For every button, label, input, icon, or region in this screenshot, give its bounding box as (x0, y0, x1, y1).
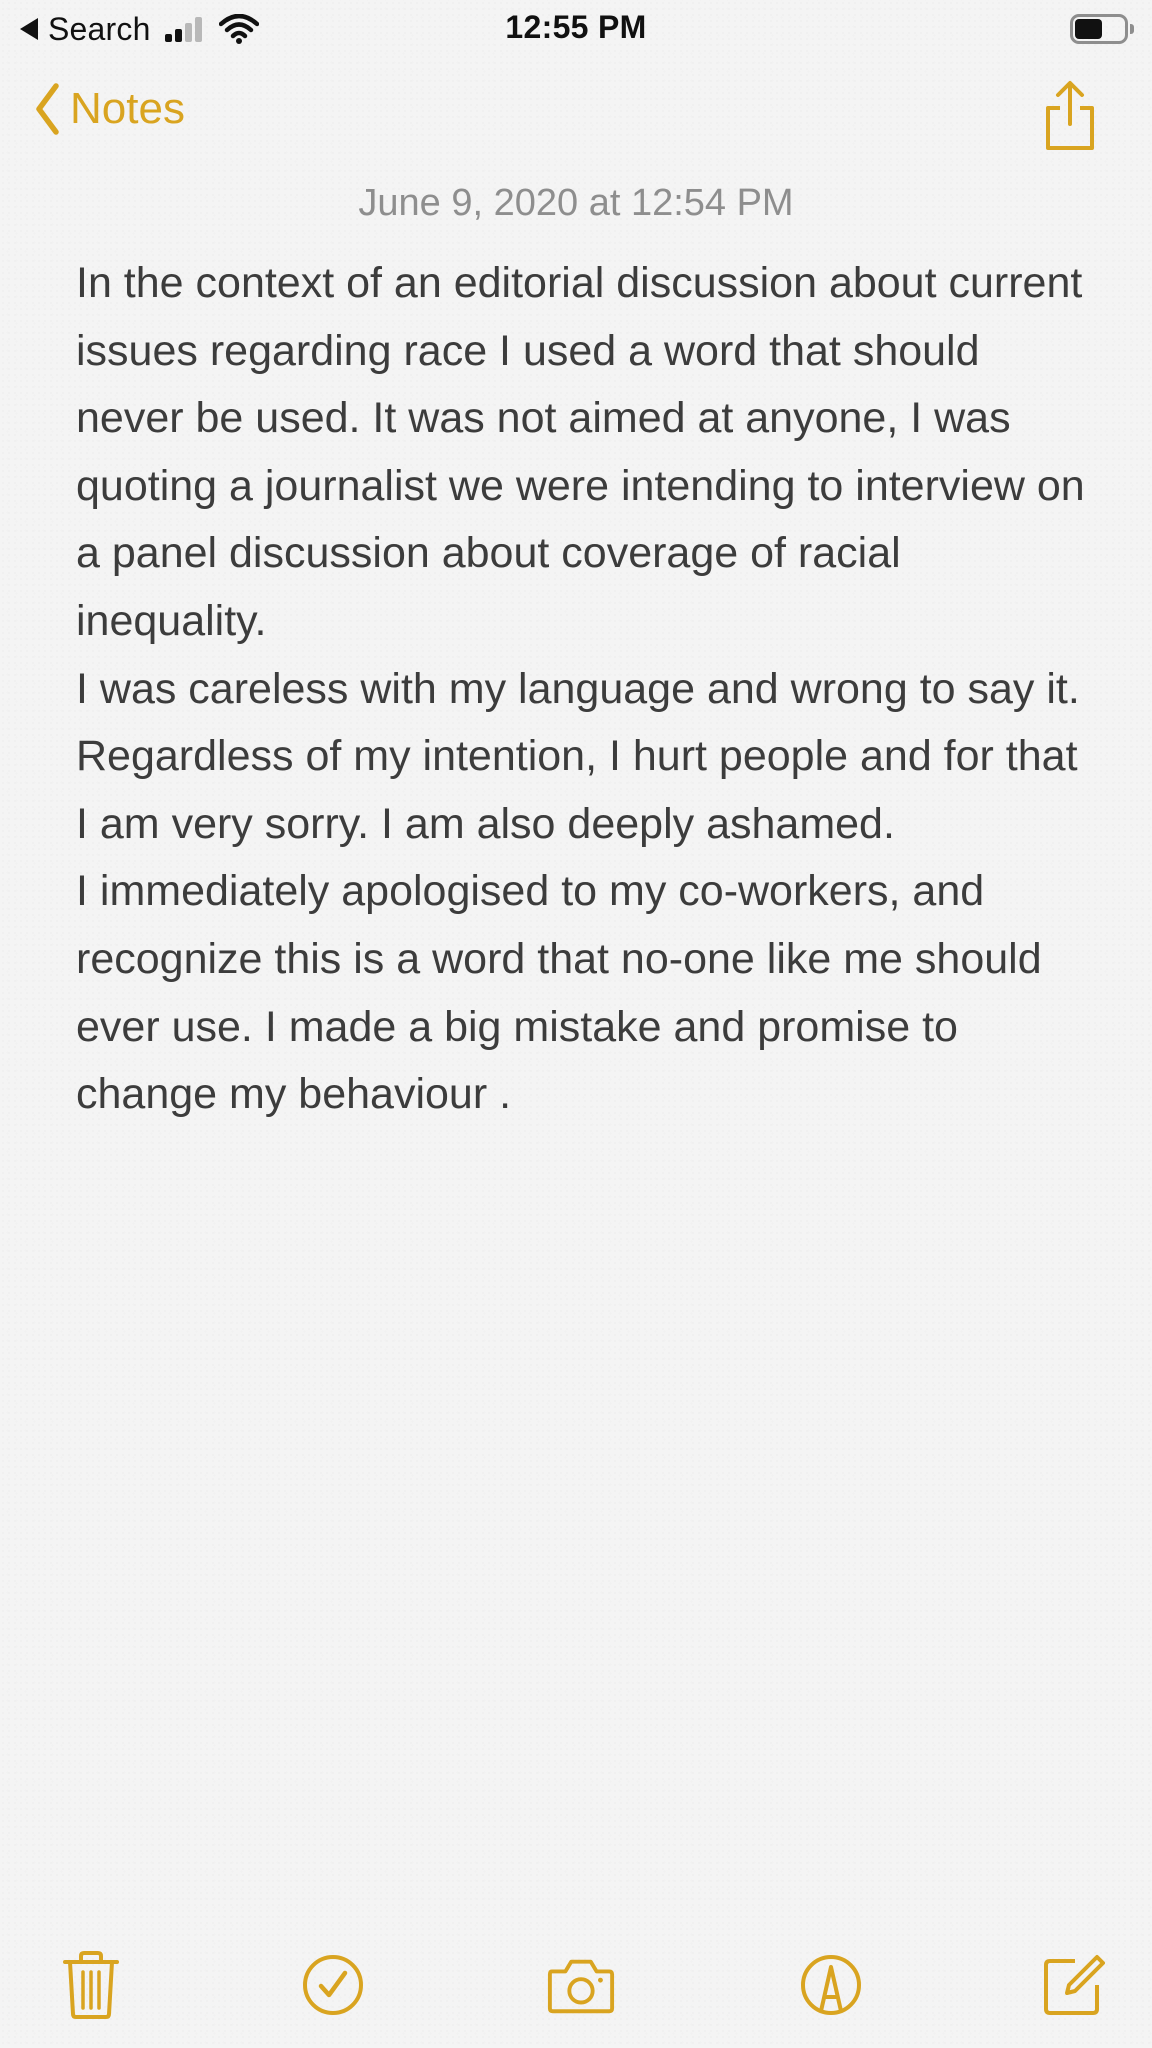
trash-icon (61, 1950, 121, 2020)
note-date: June 9, 2020 at 12:54 PM (358, 182, 794, 224)
compose-icon (1041, 1953, 1105, 2017)
checklist-button[interactable] (298, 1950, 368, 2020)
camera-button[interactable] (546, 1950, 616, 2020)
status-time: 12:55 PM (505, 9, 647, 45)
note-body-text[interactable]: In the context of an editorial discussion about current issues regarding race I used a word that should never be used. It was not aimed at anyone, I was quoting a journalist we were intending to interview on a panel discussion about coverage of racial inequality. I was careless with my language and wrong to say it. Regardless of my intention, I hurt people and for that I am very sorry. I am also deeply ashamed. I immediately apologised to my co-workers, and recognize this is a word that no-one like me should ever use. I made a big mistake and promise to change my behaviour . (76, 259, 1085, 1119)
share-icon (1040, 80, 1100, 152)
markup-button[interactable] (796, 1950, 866, 2020)
checklist-icon (301, 1953, 365, 2017)
chevron-left-icon (34, 82, 60, 136)
camera-icon (546, 1955, 616, 2015)
notes-back-button[interactable] (34, 82, 185, 136)
markup-icon (799, 1953, 863, 2017)
share-button[interactable] (1040, 80, 1100, 152)
compose-button[interactable] (1038, 1950, 1108, 2020)
bottom-toolbar (0, 1950, 1152, 2020)
status-bar (0, 0, 1152, 58)
battery-icon (1070, 14, 1134, 44)
delete-button[interactable] (56, 1950, 126, 2020)
status-back-label: Search (48, 10, 151, 47)
notes-back-label: Notes (70, 84, 185, 133)
